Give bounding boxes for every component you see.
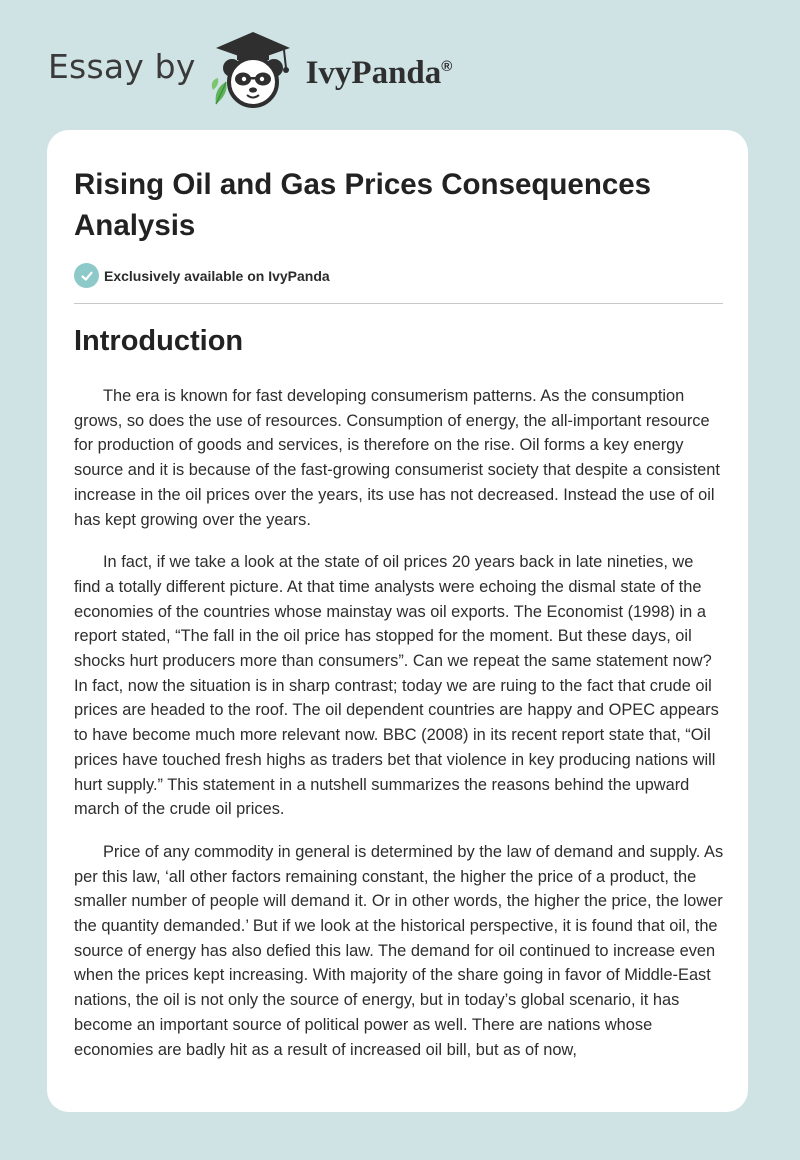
section-heading-introduction: Introduction [74, 325, 244, 357]
essay-card [47, 130, 748, 1112]
exclusive-badge-text: Exclusively available on IvyPanda [104, 267, 330, 284]
essay-body [74, 384, 724, 1080]
divider [74, 303, 723, 304]
paragraph: Price of any commodity in general is determined by the law of demand and supply. As per this law, ‘all other factors remaining constant, the higher the price of a product, the smaller number of people will demand it. Or in other words, the higher the price, the lower the quantity demanded.’ But if we look at the historical perspective, it is found that oil, the source of energy has also defied this law. The demand for oil continued to increase even when the prices kept increasing. With majority of the share going in favor of Middle-East nations, the oil is not only the source of energy, but in today’s global scenario, it has become an important source of political power as well. There are nations whose economies are badly hit as a result of increased oil bill, but as of now, [74, 842, 724, 1059]
paragraph: In fact, if we take a look at the state of oil prices 20 years back in late nineties, we find a totally different picture. At that time analysts were echoing the dismal state of the economies of the countries whose mainstay was oil exports. The Economist (1998) in a report stated, “The fall in the oil price has stopped for the moment. But these days, oil shocks hurt producers more than consumers”. Can we repeat the same statement now? In fact, now the situation is in sharp contrast; today we are ruing to the fact that crude oil prices are headed to the roof. The oil dependent countries are happy and OPEC appears to have become much more relevant now. BBC (2008) in its recent report state that, “Oil prices have touched fresh highs as traders bet that violence in key producing nations will hurt supply.” This statement in a nutshell summarizes the reasons behind the upward march of the crude oil prices. [74, 553, 719, 819]
essay-by-label: Essay by [48, 46, 196, 86]
registered-mark: ® [441, 57, 453, 75]
essay-title: Rising Oil and Gas Prices Consequences Analysis [74, 168, 652, 242]
brand-name-text: IvyPanda [305, 54, 442, 91]
site-header [48, 30, 452, 110]
paragraph: The era is known for fast developing consumerism patterns. As the consumption grows, so does the use of resources. Consumption of energy, the all-important resource for production of goods and services, is therefore on the rise. Oil forms a key energy source and it is because of the fast-growing consumerist society that despite a consistent increase in the oil prices over the years, its use has not decreased. Instead the use of oil has kept growing over the years. [74, 387, 720, 529]
panda-graduate-icon[interactable] [210, 30, 296, 110]
ivy-leaf-icon [211, 78, 226, 104]
brand-name[interactable] [306, 55, 453, 92]
exclusive-badge [74, 263, 330, 288]
check-icon [74, 263, 99, 288]
